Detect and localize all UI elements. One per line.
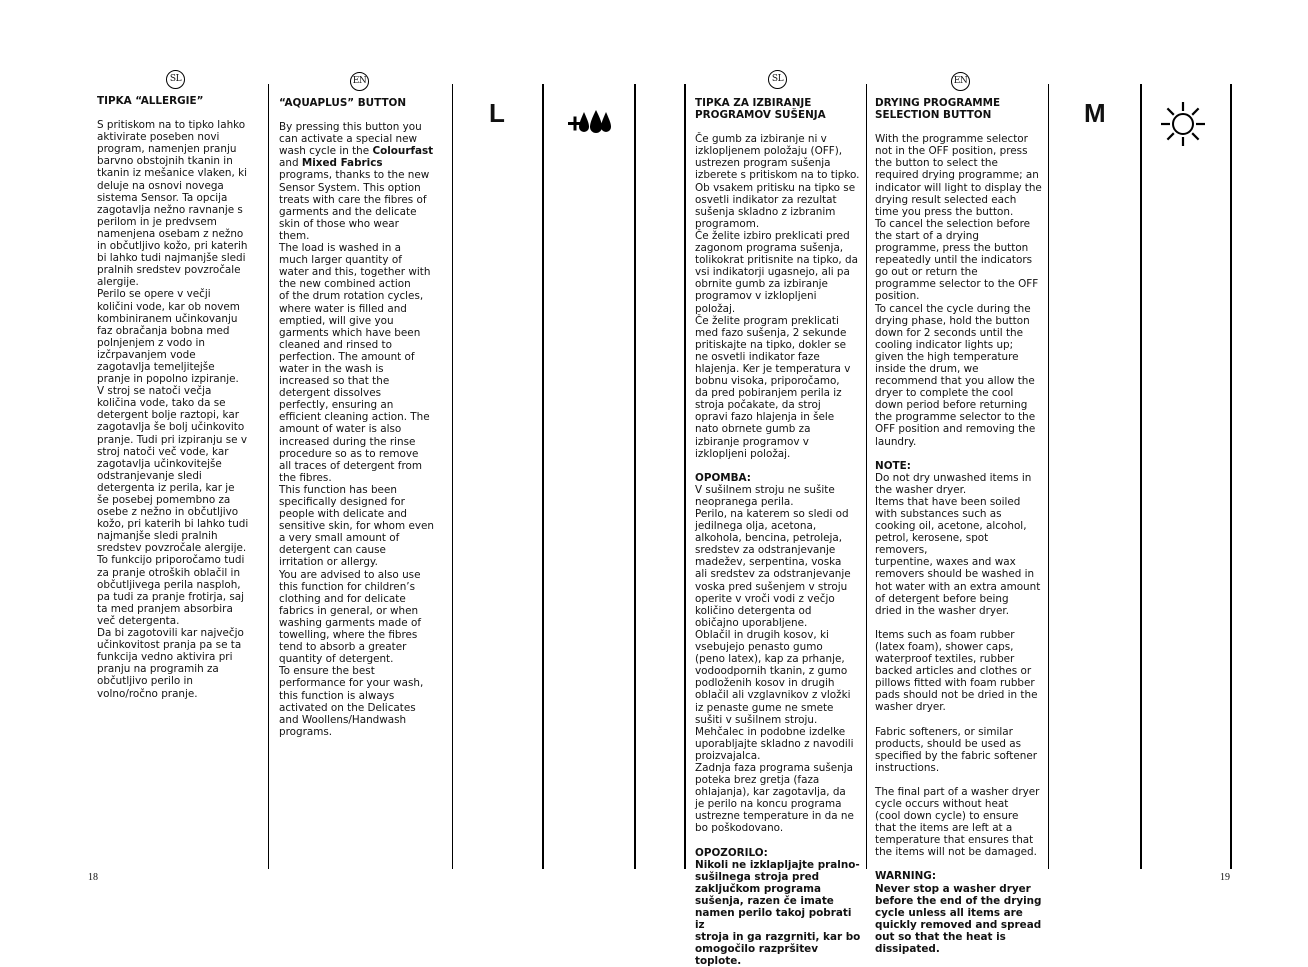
column-sl-allergie bbox=[97, 95, 263, 700]
column-divider bbox=[684, 84, 686, 869]
column-divider bbox=[542, 84, 544, 869]
language-badge-sl: SL bbox=[166, 70, 185, 89]
column-sl-drying-button bbox=[695, 97, 861, 967]
column-en-drying-button bbox=[875, 97, 1043, 955]
page-number: 19 bbox=[1220, 872, 1230, 883]
control-letter: L bbox=[489, 98, 505, 128]
language-badge-en: EN bbox=[350, 72, 369, 91]
warning-heading: OPOZORILO: bbox=[695, 846, 768, 859]
column-divider bbox=[866, 84, 867, 869]
note-heading: NOTE: bbox=[875, 459, 911, 472]
note-body: Fabric softeners, or similar products, should be used as specified by the fabric softener instructions. bbox=[875, 725, 1037, 774]
column-divider bbox=[1140, 84, 1142, 869]
section-body: Če gumb za izbiranje ni v izklopljenem položaju (OFF), ustrezen program sušenja izberete s pritiskom na to tipko. Ob vsakem pritisku na tipko se osvetli indikator za rezultat sušenja skladno z izbranim programom. Če želite izbiro preklicati pred zagonom programa sušenja, tolikokrat pritisnite na tipko, da vsi indikatorji ugasnejo, ali pa obrnite gumb za izbiranje programov v izklopljeni položaj. Če želite program preklicati med fazo sušenja, 2 sekunde pritiskajte na tipko, dokler se ne osvetli indikator faze hlajenja. Ker je temperatura v bobnu visoka, priporočamo, da pred pobiranjem perila iz stroja počakate, da stroj opravi fazo hlajenja in šele nato obrnete gumb za izbiranje programov v izklopljeni položaj. bbox=[695, 133, 860, 460]
column-divider bbox=[634, 84, 636, 869]
column-divider bbox=[452, 84, 453, 869]
page-number: 18 bbox=[88, 872, 98, 883]
control-letter: M bbox=[1084, 98, 1106, 128]
body-text: By pressing this button you can activate a special new wash cycle in the bbox=[279, 121, 422, 158]
drying-sun-icon bbox=[1160, 101, 1206, 147]
section-heading: TIPKA “ALLERGIE” bbox=[97, 95, 204, 107]
column-divider bbox=[1230, 84, 1232, 869]
language-badge-sl: SL bbox=[768, 70, 787, 89]
bold-term: Mixed Fabrics bbox=[301, 157, 383, 170]
column-en-aquaplus bbox=[279, 97, 445, 738]
section-body: S pritiskom na to tipko lahko aktivirate poseben novi program, namenjen pranju barvno obstojnih tkanin in tkanin iz mešanice vlaken, ki deluje na osnovi novega sistema Sensor. Ta opcija zagotavlja nežno ravnanje s perilom in je predvsem namenjena osebam z nežno in občutljivo kožo, pri katerih bi lahko tudi najmanjše sledi pralnih sredstev povzročale alergije. Perilo se opere v večji količini vode, kar ob novem kombiniranem učinkovanju faz obračanja bobna med polnjenjem z vodo in izčrpavanjem vode zagotavlja temeljitejše pranje in popolno izpiranje. V stroj se natoči večja količina vode, tako da se detergent bolje raztopi, kar zagotavlja še bolj učinkovito pranje. Tudi pri izpiranju se v stroj natoči več vode, kar zagotavlja učinkovitejše odstranjevanje sledi detergenta iz perila, kar je še posebej pomembno za osebe z nežno in občutljivo kožo, pri katerih bi lahko tudi najmanjše sledi pralnih sredstev povzročale alergije. To funkcijo priporočamo tudi za pranje otroških oblačil in občutljivega perila nasploh, pa tudi za pranje frotirja, saj ta med pranjem absorbira več detergenta. Da bi zagotovili kar največjo učinkovitost pranja pa se ta funkcija vedno aktivira pri pranju na programih za občutljivo perilo in volno/ročno pranje. bbox=[97, 119, 249, 700]
section-heading: TIPKA ZA IZBIRANJE PROGRAMOV SUŠENJA bbox=[695, 97, 826, 122]
note-body: Items such as foam rubber (latex foam), shower caps, waterproof textiles, rubber backed articles and clothes or pillows fitted with foam rubber pads should not be dried in the washer dryer. bbox=[875, 628, 1038, 714]
section-heading: DRYING PROGRAMME SELECTION BUTTON bbox=[875, 97, 1001, 122]
note-heading: OPOMBA: bbox=[695, 471, 751, 484]
bold-term: Colourfast bbox=[372, 145, 434, 158]
note-body: V sušilnem stroju ne sušite neopranega perila. Perilo, na katerem so sledi od jedilnega olja, acetona, alkohola, bencina, petroleja, sredstev za odstranjevanje madežev, serpentina, voska ali sredstev za odstranjevanje voska pred sušenjem v stroju operite v vroči vodi z večjo količino detergenta od običajno uporabljene. Oblačil in drugih kosov, ki vsebujejo penasto gumo (peno latex), kap za prhanje, vodoodpornih tkanin, z gumo podloženih kosov in drugih oblačil ali vzglavnikov z vložki iz penaste gume ne smete sušiti v sušilnem stroju. Mehčalec in podobne izdelke uporabljajte skladno z navodili proizvajalca. Zadnja faza programa sušenja poteka brez gretja (faza ohlajanja), kar zagotavlja, da je perilo na koncu programa ustrezne temperature in da ne bo poškodovano. bbox=[695, 483, 854, 835]
warning-body: Nikoli ne izklapljajte pralno- sušilnega stroja pred zaključkom programa sušenja, razen če imate namen perilo takoj pobrati iz stroja in ga razgrniti, kar bo omogočilo razpršitev toplote. bbox=[695, 858, 861, 967]
warning-body: Never stop a washer dryer before the end of the drying cycle unless all items are quickly removed and spread out so that the heat is dissipated. bbox=[875, 882, 1042, 955]
note-body: The final part of a washer dryer cycle occurs without heat (cool down cycle) to ensure that the items are left at a temperature that ensures that the items will not be damaged. bbox=[875, 785, 1040, 859]
note-body: Do not dry unwashed items in the washer dryer. Items that have been soiled with substances such as cooking oil, acetone, alcohol, petrol, kerosene, spot removers, turpentine, waxes and wax removers should be washed in hot water with an extra amount of detergent before being dried in the washer dryer. bbox=[875, 471, 1041, 617]
body-text: and bbox=[279, 157, 299, 170]
warning-heading: WARNING: bbox=[875, 870, 936, 883]
section-body bbox=[279, 121, 445, 738]
section-heading: “AQUAPLUS” BUTTON bbox=[279, 97, 407, 109]
column-divider bbox=[1048, 84, 1049, 869]
language-badge-en: EN bbox=[951, 72, 970, 91]
aquaplus-drops-icon bbox=[566, 109, 612, 135]
body-text: programs, thanks to the new Sensor System. This option treats with care the fibres of garments and the delicate skin of those who wear them. The load is washed in a much larger quantity of water and this, together with the new combined action of the drum rotation cycles, where water is filled and emptied, will give you garments which have been cleaned and rinsed to perfection. The amount of water in the wash is increased so that the detergent dissolves perfectly, ensuring an efficient cleaning action. The amount of water is also increased during the rinse procedure so as to remove all traces of detergent from the fibres. This function has been specifically designed for people with delicate and sensitive skin, for whom even a very small amount of detergent can cause irritation or allergy. You are advised to also use this function for children’s clothing and for delicate fabrics in general, or when washing garments made of towelling, where the fibres tend to absorb a greater quantity of detergent. To ensure the best performance for your wash, this function is always activated on the Delicates and Woollens/Handwash programs. bbox=[279, 169, 434, 738]
section-body: With the programme selector not in the OFF position, press the button to select the required drying programme; an indicator will light to display the drying result selected each time you press the button. To cancel the selection before the start of a drying programme, press the button repeatedly until the indicators go out or return the programme selector to the OFF position. To cancel the cycle during the drying phase, hold the button down for 2 seconds until the cooling indicator lights up; given the high temperature inside the drum, we recommend that you allow the dryer to complete the cool down period before returning the programme selector to the OFF position and removing the laundry. bbox=[875, 133, 1042, 448]
column-divider bbox=[268, 84, 269, 869]
